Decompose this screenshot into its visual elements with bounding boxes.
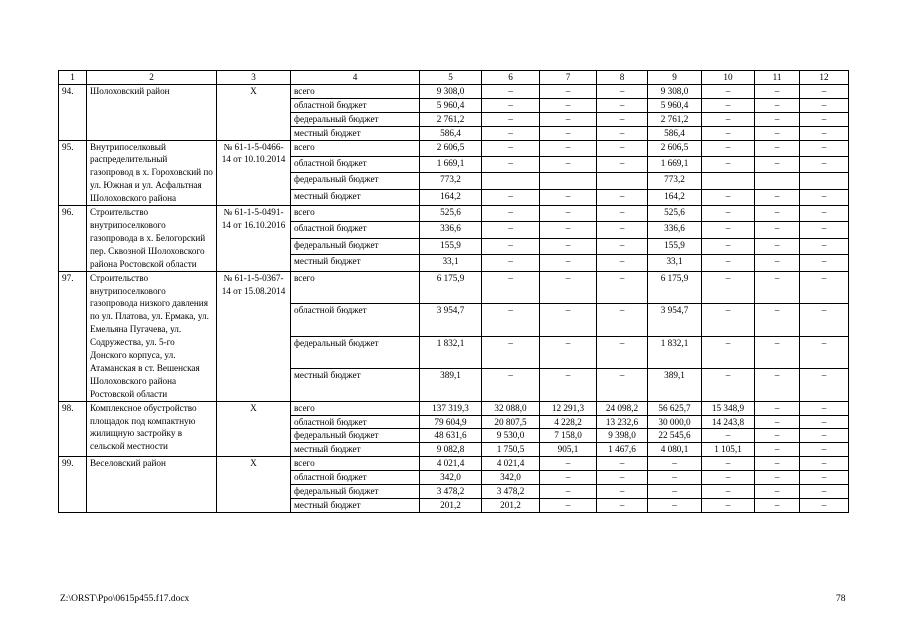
amount-cell: – xyxy=(702,471,755,485)
amount-cell: – xyxy=(540,255,597,271)
amount-cell: – xyxy=(597,499,648,513)
amount-cell: – xyxy=(540,222,597,238)
amount-cell: – xyxy=(597,140,648,156)
amount-cell: – xyxy=(482,112,540,126)
amount-cell: – xyxy=(597,206,648,222)
amount-cell: 342,0 xyxy=(420,471,482,485)
amount-cell: 33,1 xyxy=(648,255,702,271)
amount-cell: – xyxy=(755,457,800,471)
amount-cell: – xyxy=(755,304,800,337)
amount-cell: 30 000,0 xyxy=(648,415,702,429)
amount-cell: – xyxy=(482,336,540,369)
amount-cell: 342,0 xyxy=(482,471,540,485)
amount-cell: – xyxy=(800,304,849,337)
amount-cell: – xyxy=(702,84,755,98)
funding-source: областной бюджет xyxy=(291,471,420,485)
amount-cell: – xyxy=(482,271,540,304)
amount-cell: 14 243,8 xyxy=(702,415,755,429)
amount-cell: – xyxy=(482,156,540,172)
column-header: 2 xyxy=(87,71,217,85)
amount-cell: 9 530,0 xyxy=(482,429,540,443)
amount-cell: – xyxy=(540,499,597,513)
amount-cell: 1 832,1 xyxy=(420,336,482,369)
amount-cell: 1 832,1 xyxy=(648,336,702,369)
amount-cell: 56 625,7 xyxy=(648,401,702,415)
amount-cell: 6 175,9 xyxy=(420,271,482,304)
table-row xyxy=(59,401,849,415)
budget-table xyxy=(58,70,849,513)
column-header: 10 xyxy=(702,71,755,85)
amount-cell: – xyxy=(597,485,648,499)
amount-cell: – xyxy=(755,336,800,369)
amount-cell: – xyxy=(482,255,540,271)
table-row xyxy=(59,457,849,471)
funding-source: областной бюджет xyxy=(291,415,420,429)
amount-cell: – xyxy=(540,98,597,112)
amount-cell: – xyxy=(482,98,540,112)
amount-cell: – xyxy=(755,156,800,172)
amount-cell: – xyxy=(597,304,648,337)
amount-cell: – xyxy=(482,140,540,156)
funding-source: местный бюджет xyxy=(291,369,420,402)
funding-source: всего xyxy=(291,457,420,471)
amount-cell: – xyxy=(482,304,540,337)
amount-cell: – xyxy=(482,222,540,238)
funding-source: федеральный бюджет xyxy=(291,336,420,369)
amount-cell: 48 631,6 xyxy=(420,429,482,443)
amount-cell: – xyxy=(540,238,597,254)
amount-cell: 9 308,0 xyxy=(420,84,482,98)
amount-cell: 2 606,5 xyxy=(420,140,482,156)
amount-cell: – xyxy=(702,98,755,112)
amount-cell: 201,2 xyxy=(482,499,540,513)
amount-cell: 1 669,1 xyxy=(420,156,482,172)
amount-cell: – xyxy=(755,429,800,443)
amount-cell: – xyxy=(755,271,800,304)
amount-cell: 1 669,1 xyxy=(648,156,702,172)
amount-cell: 2 761,2 xyxy=(648,112,702,126)
amount-cell: – xyxy=(800,369,849,402)
amount-cell: – xyxy=(597,255,648,271)
amount-cell: 3 478,2 xyxy=(420,485,482,499)
funding-source: местный бюджет xyxy=(291,499,420,513)
amount-cell: – xyxy=(755,84,800,98)
column-header: 1 xyxy=(59,71,87,85)
amount-cell: 9 398,0 xyxy=(597,429,648,443)
amount-cell: 525,6 xyxy=(420,206,482,222)
amount-cell: – xyxy=(597,271,648,304)
column-header: 6 xyxy=(482,71,540,85)
amount-cell: – xyxy=(755,499,800,513)
amount-cell: 389,1 xyxy=(648,369,702,402)
amount-cell: 773,2 xyxy=(648,173,702,189)
amount-cell: – xyxy=(702,369,755,402)
amount-cell xyxy=(597,173,648,189)
amount-cell: – xyxy=(648,471,702,485)
amount-cell: – xyxy=(800,443,849,457)
row-number: 96. xyxy=(59,206,87,272)
amount-cell: – xyxy=(800,238,849,254)
document-number: № 61-1-5-0466-14 от 10.10.2014 xyxy=(217,140,291,206)
amount-cell: 12 291,3 xyxy=(540,401,597,415)
amount-cell: – xyxy=(482,238,540,254)
amount-cell: – xyxy=(800,485,849,499)
document-number: Х xyxy=(217,457,291,513)
amount-cell: – xyxy=(702,485,755,499)
object-name: Комплексное обустройство площадок под компактную жилищную застройку в сельской местности xyxy=(87,401,217,457)
amount-cell: 4 021,4 xyxy=(420,457,482,471)
amount-cell: – xyxy=(755,206,800,222)
document-number: № 61-1-5-0367-14 от 15.08.2014 xyxy=(217,271,291,401)
amount-cell: – xyxy=(482,206,540,222)
amount-cell: – xyxy=(800,271,849,304)
column-header: 7 xyxy=(540,71,597,85)
amount-cell: – xyxy=(540,271,597,304)
amount-cell: – xyxy=(702,156,755,172)
amount-cell: – xyxy=(597,238,648,254)
amount-cell: – xyxy=(540,206,597,222)
amount-cell: – xyxy=(755,112,800,126)
funding-source: федеральный бюджет xyxy=(291,485,420,499)
table-row xyxy=(59,84,849,98)
funding-source: областной бюджет xyxy=(291,156,420,172)
amount-cell xyxy=(540,173,597,189)
document-number: № 61-1-5-0491-14 от 16.10.2016 xyxy=(217,206,291,272)
column-header: 11 xyxy=(755,71,800,85)
table-row xyxy=(59,140,849,156)
amount-cell: – xyxy=(800,189,849,205)
amount-cell: – xyxy=(702,271,755,304)
column-header: 9 xyxy=(648,71,702,85)
amount-cell: – xyxy=(702,429,755,443)
amount-cell: 6 175,9 xyxy=(648,271,702,304)
amount-cell: – xyxy=(702,255,755,271)
funding-source: областной бюджет xyxy=(291,222,420,238)
amount-cell: 3 478,2 xyxy=(482,485,540,499)
amount-cell: 5 960,4 xyxy=(420,98,482,112)
file-path: Z:\ORST\Ppo\0615p455.f17.docx xyxy=(60,594,190,604)
amount-cell: 9 082,8 xyxy=(420,443,482,457)
amount-cell: – xyxy=(702,304,755,337)
amount-cell: 1 467,6 xyxy=(597,443,648,457)
amount-cell: 586,4 xyxy=(648,126,702,140)
page-number: 78 xyxy=(836,594,846,604)
amount-cell: – xyxy=(755,443,800,457)
amount-cell: 137 319,3 xyxy=(420,401,482,415)
amount-cell: – xyxy=(648,499,702,513)
amount-cell: – xyxy=(702,206,755,222)
amount-cell: 336,6 xyxy=(420,222,482,238)
amount-cell: – xyxy=(800,471,849,485)
amount-cell: – xyxy=(540,485,597,499)
amount-cell: 905,1 xyxy=(540,443,597,457)
amount-cell: – xyxy=(755,140,800,156)
amount-cell: – xyxy=(597,189,648,205)
amount-cell: – xyxy=(755,485,800,499)
amount-cell: – xyxy=(540,336,597,369)
amount-cell: – xyxy=(540,156,597,172)
amount-cell: – xyxy=(702,140,755,156)
amount-cell: 3 954,7 xyxy=(420,304,482,337)
funding-source: федеральный бюджет xyxy=(291,429,420,443)
amount-cell: 2 606,5 xyxy=(648,140,702,156)
funding-source: местный бюджет xyxy=(291,443,420,457)
amount-cell: – xyxy=(800,415,849,429)
amount-cell: 5 960,4 xyxy=(648,98,702,112)
amount-cell: 1 750,5 xyxy=(482,443,540,457)
amount-cell: – xyxy=(800,401,849,415)
funding-source: областной бюджет xyxy=(291,304,420,337)
amount-cell xyxy=(755,173,800,189)
funding-source: всего xyxy=(291,401,420,415)
amount-cell: 155,9 xyxy=(420,238,482,254)
amount-cell: 4 021,4 xyxy=(482,457,540,471)
amount-cell: – xyxy=(482,369,540,402)
amount-cell: – xyxy=(540,126,597,140)
amount-cell: 1 105,1 xyxy=(702,443,755,457)
amount-cell: – xyxy=(755,255,800,271)
amount-cell: 20 807,5 xyxy=(482,415,540,429)
amount-cell: – xyxy=(800,126,849,140)
document-number: Х xyxy=(217,401,291,457)
amount-cell: – xyxy=(755,238,800,254)
amount-cell: 15 348,9 xyxy=(702,401,755,415)
amount-cell: – xyxy=(702,336,755,369)
amount-cell: – xyxy=(755,189,800,205)
amount-cell: – xyxy=(597,471,648,485)
column-header: 12 xyxy=(800,71,849,85)
amount-cell: 4 080,1 xyxy=(648,443,702,457)
amount-cell: – xyxy=(702,222,755,238)
amount-cell: – xyxy=(800,499,849,513)
amount-cell: – xyxy=(800,222,849,238)
amount-cell: – xyxy=(597,457,648,471)
amount-cell: 22 545,6 xyxy=(648,429,702,443)
amount-cell: – xyxy=(702,499,755,513)
amount-cell: – xyxy=(702,457,755,471)
amount-cell: – xyxy=(597,112,648,126)
amount-cell: – xyxy=(755,415,800,429)
column-header: 5 xyxy=(420,71,482,85)
object-name: Строительство внутрипоселкового газопровода в х. Белогорский пер. Сквозной Шолоховского района Ростовской области xyxy=(87,206,217,272)
amount-cell: – xyxy=(540,457,597,471)
amount-cell: – xyxy=(540,112,597,126)
amount-cell: 164,2 xyxy=(420,189,482,205)
amount-cell: – xyxy=(702,189,755,205)
amount-cell: – xyxy=(540,471,597,485)
amount-cell: 9 308,0 xyxy=(648,84,702,98)
amount-cell: 7 158,0 xyxy=(540,429,597,443)
amount-cell: – xyxy=(702,126,755,140)
object-name: Веселовский район xyxy=(87,457,217,513)
amount-cell: – xyxy=(597,336,648,369)
amount-cell xyxy=(702,173,755,189)
column-header: 4 xyxy=(291,71,420,85)
funding-source: федеральный бюджет xyxy=(291,238,420,254)
amount-cell: – xyxy=(755,401,800,415)
amount-cell: – xyxy=(800,255,849,271)
amount-cell: – xyxy=(755,126,800,140)
amount-cell: – xyxy=(482,84,540,98)
amount-cell: – xyxy=(800,336,849,369)
amount-cell: – xyxy=(800,457,849,471)
funding-source: местный бюджет xyxy=(291,126,420,140)
amount-cell: – xyxy=(800,140,849,156)
amount-cell: – xyxy=(482,126,540,140)
amount-cell: – xyxy=(648,485,702,499)
amount-cell: 336,6 xyxy=(648,222,702,238)
amount-cell: – xyxy=(800,206,849,222)
amount-cell: 33,1 xyxy=(420,255,482,271)
amount-cell: – xyxy=(597,156,648,172)
funding-source: областной бюджет xyxy=(291,98,420,112)
funding-source: федеральный бюджет xyxy=(291,112,420,126)
table-row xyxy=(59,206,849,222)
object-name: Внутрипоселковый распределительный газопровод в х. Гороховский по ул. Южная и ул. Асфальтная Шолоховского района xyxy=(87,140,217,206)
funding-source: всего xyxy=(291,271,420,304)
amount-cell: – xyxy=(800,429,849,443)
amount-cell: 13 232,6 xyxy=(597,415,648,429)
column-header: 8 xyxy=(597,71,648,85)
header-row xyxy=(59,71,849,85)
amount-cell: 773,2 xyxy=(420,173,482,189)
amount-cell: 32 088,0 xyxy=(482,401,540,415)
amount-cell: 389,1 xyxy=(420,369,482,402)
amount-cell: – xyxy=(540,140,597,156)
amount-cell: – xyxy=(597,126,648,140)
amount-cell: 24 098,2 xyxy=(597,401,648,415)
amount-cell: – xyxy=(540,304,597,337)
amount-cell: 164,2 xyxy=(648,189,702,205)
amount-cell: – xyxy=(755,222,800,238)
amount-cell: – xyxy=(800,98,849,112)
amount-cell: 3 954,7 xyxy=(648,304,702,337)
amount-cell xyxy=(800,173,849,189)
amount-cell: – xyxy=(755,98,800,112)
amount-cell: 201,2 xyxy=(420,499,482,513)
document-number: Х xyxy=(217,84,291,140)
amount-cell: – xyxy=(800,156,849,172)
amount-cell: 525,6 xyxy=(648,206,702,222)
amount-cell: – xyxy=(540,369,597,402)
row-number: 98. xyxy=(59,401,87,457)
amount-cell: – xyxy=(702,112,755,126)
amount-cell: – xyxy=(648,457,702,471)
amount-cell: – xyxy=(597,369,648,402)
funding-source: местный бюджет xyxy=(291,255,420,271)
funding-source: федеральный бюджет xyxy=(291,173,420,189)
amount-cell: – xyxy=(800,84,849,98)
amount-cell: 4 228,2 xyxy=(540,415,597,429)
amount-cell: – xyxy=(755,369,800,402)
row-number: 99. xyxy=(59,457,87,513)
amount-cell: 79 604,9 xyxy=(420,415,482,429)
amount-cell: – xyxy=(702,238,755,254)
funding-source: всего xyxy=(291,206,420,222)
funding-source: всего xyxy=(291,84,420,98)
amount-cell: – xyxy=(755,471,800,485)
object-name: Строительство внутрипоселкового газопровода низкого давления по ул. Платова, ул. Ермака, ул. Емельяна Пугачева, ул. Содружества, ул. 5-го Донского корпуса, ул. Атаманская в ст. Вешенская Шолоховского района Ростовской области xyxy=(87,271,217,401)
row-number: 95. xyxy=(59,140,87,206)
table-row xyxy=(59,271,849,304)
row-number: 94. xyxy=(59,84,87,140)
funding-source: всего xyxy=(291,140,420,156)
object-name: Шолоховский район xyxy=(87,84,217,140)
amount-cell: – xyxy=(540,189,597,205)
column-header: 3 xyxy=(217,71,291,85)
funding-source: местный бюджет xyxy=(291,189,420,205)
amount-cell: 586,4 xyxy=(420,126,482,140)
amount-cell: – xyxy=(597,98,648,112)
amount-cell: – xyxy=(597,84,648,98)
amount-cell: – xyxy=(800,112,849,126)
row-number: 97. xyxy=(59,271,87,401)
amount-cell: – xyxy=(597,222,648,238)
amount-cell: 2 761,2 xyxy=(420,112,482,126)
amount-cell: – xyxy=(540,84,597,98)
amount-cell xyxy=(482,173,540,189)
amount-cell: – xyxy=(482,189,540,205)
amount-cell: 155,9 xyxy=(648,238,702,254)
